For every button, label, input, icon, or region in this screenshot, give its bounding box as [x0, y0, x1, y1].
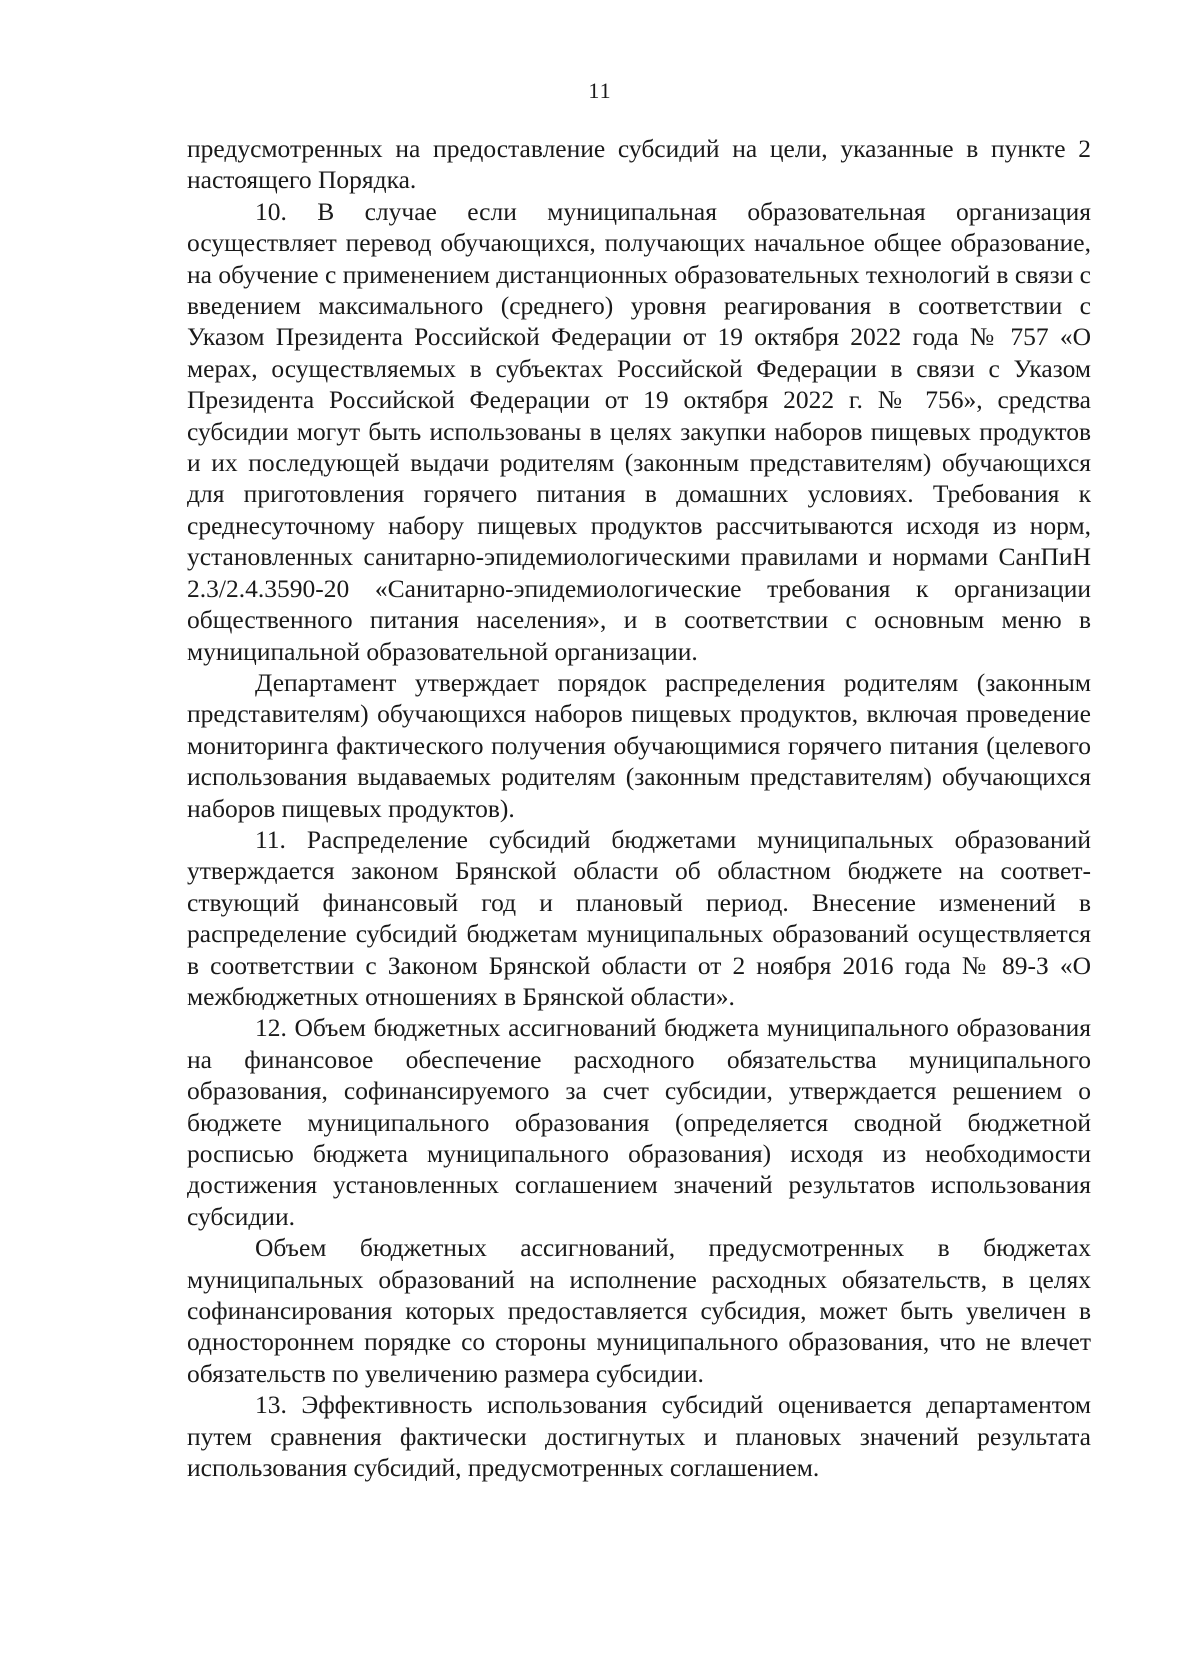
- paragraph-item-11: 11. Распределение субсидий бюджетами муниципальных образований утверждается законом Брянской области об областном бюджете на соответствующий финансовый год и плановый период. Внесение изменений в распределение субсидий бюджетам муниципальных образований осуществляется в соответствии с Законом Брянской области от 2 ноября 2016 года № 89-З «О межбюджетных отношениях в Брянской области».: [187, 824, 1091, 1011]
- paragraph-continuation: предусмотренных на предоставление субсидий на цели, указанные в пункте 2 настоящего Порядка.: [187, 134, 1091, 195]
- paragraph-budget-increase: Объем бюджетных ассигнований, предусмотренных в бюджетах муниципальных образований на исполнение расходных обязательств, в целях софинансирования которых предоставляется субсидия, может быть увеличен в одностороннем порядке со стороны муниципального образования, что не влечет обязательств по увеличению размера субсидии.: [187, 1233, 1091, 1388]
- paragraph-department-procedure: Департамент утверждает порядок распределения родителям (законным представителям) обучающихся наборов пищевых продуктов, включая проведение мониторинга фактического получения обучающимися горячего питания (целевого использования выдаваемых родителям (законным представителям) обучающихся наборов пищевых продуктов).: [187, 667, 1091, 823]
- paragraph-item-13: 13. Эффективность использования субсидий оценивается департаментом путем сравнения фактически достигнутых и плановых значений результата использования субсидий, предусмотренных соглашением.: [187, 1390, 1091, 1483]
- document-body: [187, 133, 1091, 1483]
- paragraph-item-10: 10. В случае если муниципальная образовательная организация осуществляет перевод обучающихся, получающих начальное общее образование, на обучение с применением дистанционных образовательных технологий в связи с введением максимального (среднего) уровня реагирования в соответствии с Указом Президента Российской Федерации от 19 октября 2022 года № 757 «О мерах, осуществляемых в субъектах Российской Федерации в связи с Указом Президента Российской Федерации от 19 октября 2022 г. № 756», средства субсидии могут быть использованы в целях закупки наборов пищевых продуктов и их последующей выдачи родителям (законным представителям) обучающихся для приготовления горячего питания в домашних условиях. Требования к среднесуточному набору пищевых продуктов рассчитываются исходя из норм, установленных санитарно-эпидемиологическими правилами и нормами СанПиН 2.3/2.4.3590-20 «Санитарно-эпидемиологические требования к организации общественного питания населения», и в соответствии с основным меню в муниципальной образовательной организации.: [187, 196, 1091, 666]
- paragraph-item-12: 12. Объем бюджетных ассигнований бюджета муниципального образования на финансовое обеспечение расходного обязательства муниципального образования, софинансируемого за счет субсидии, утверждается решением о бюджете муниципального образования (определяется сводной бюджетной росписью бюджета муниципального образования) исходя из необходимости достижения установленных соглашением значений результатов использования субсидии.: [187, 1013, 1091, 1231]
- page-number: 11: [588, 78, 612, 103]
